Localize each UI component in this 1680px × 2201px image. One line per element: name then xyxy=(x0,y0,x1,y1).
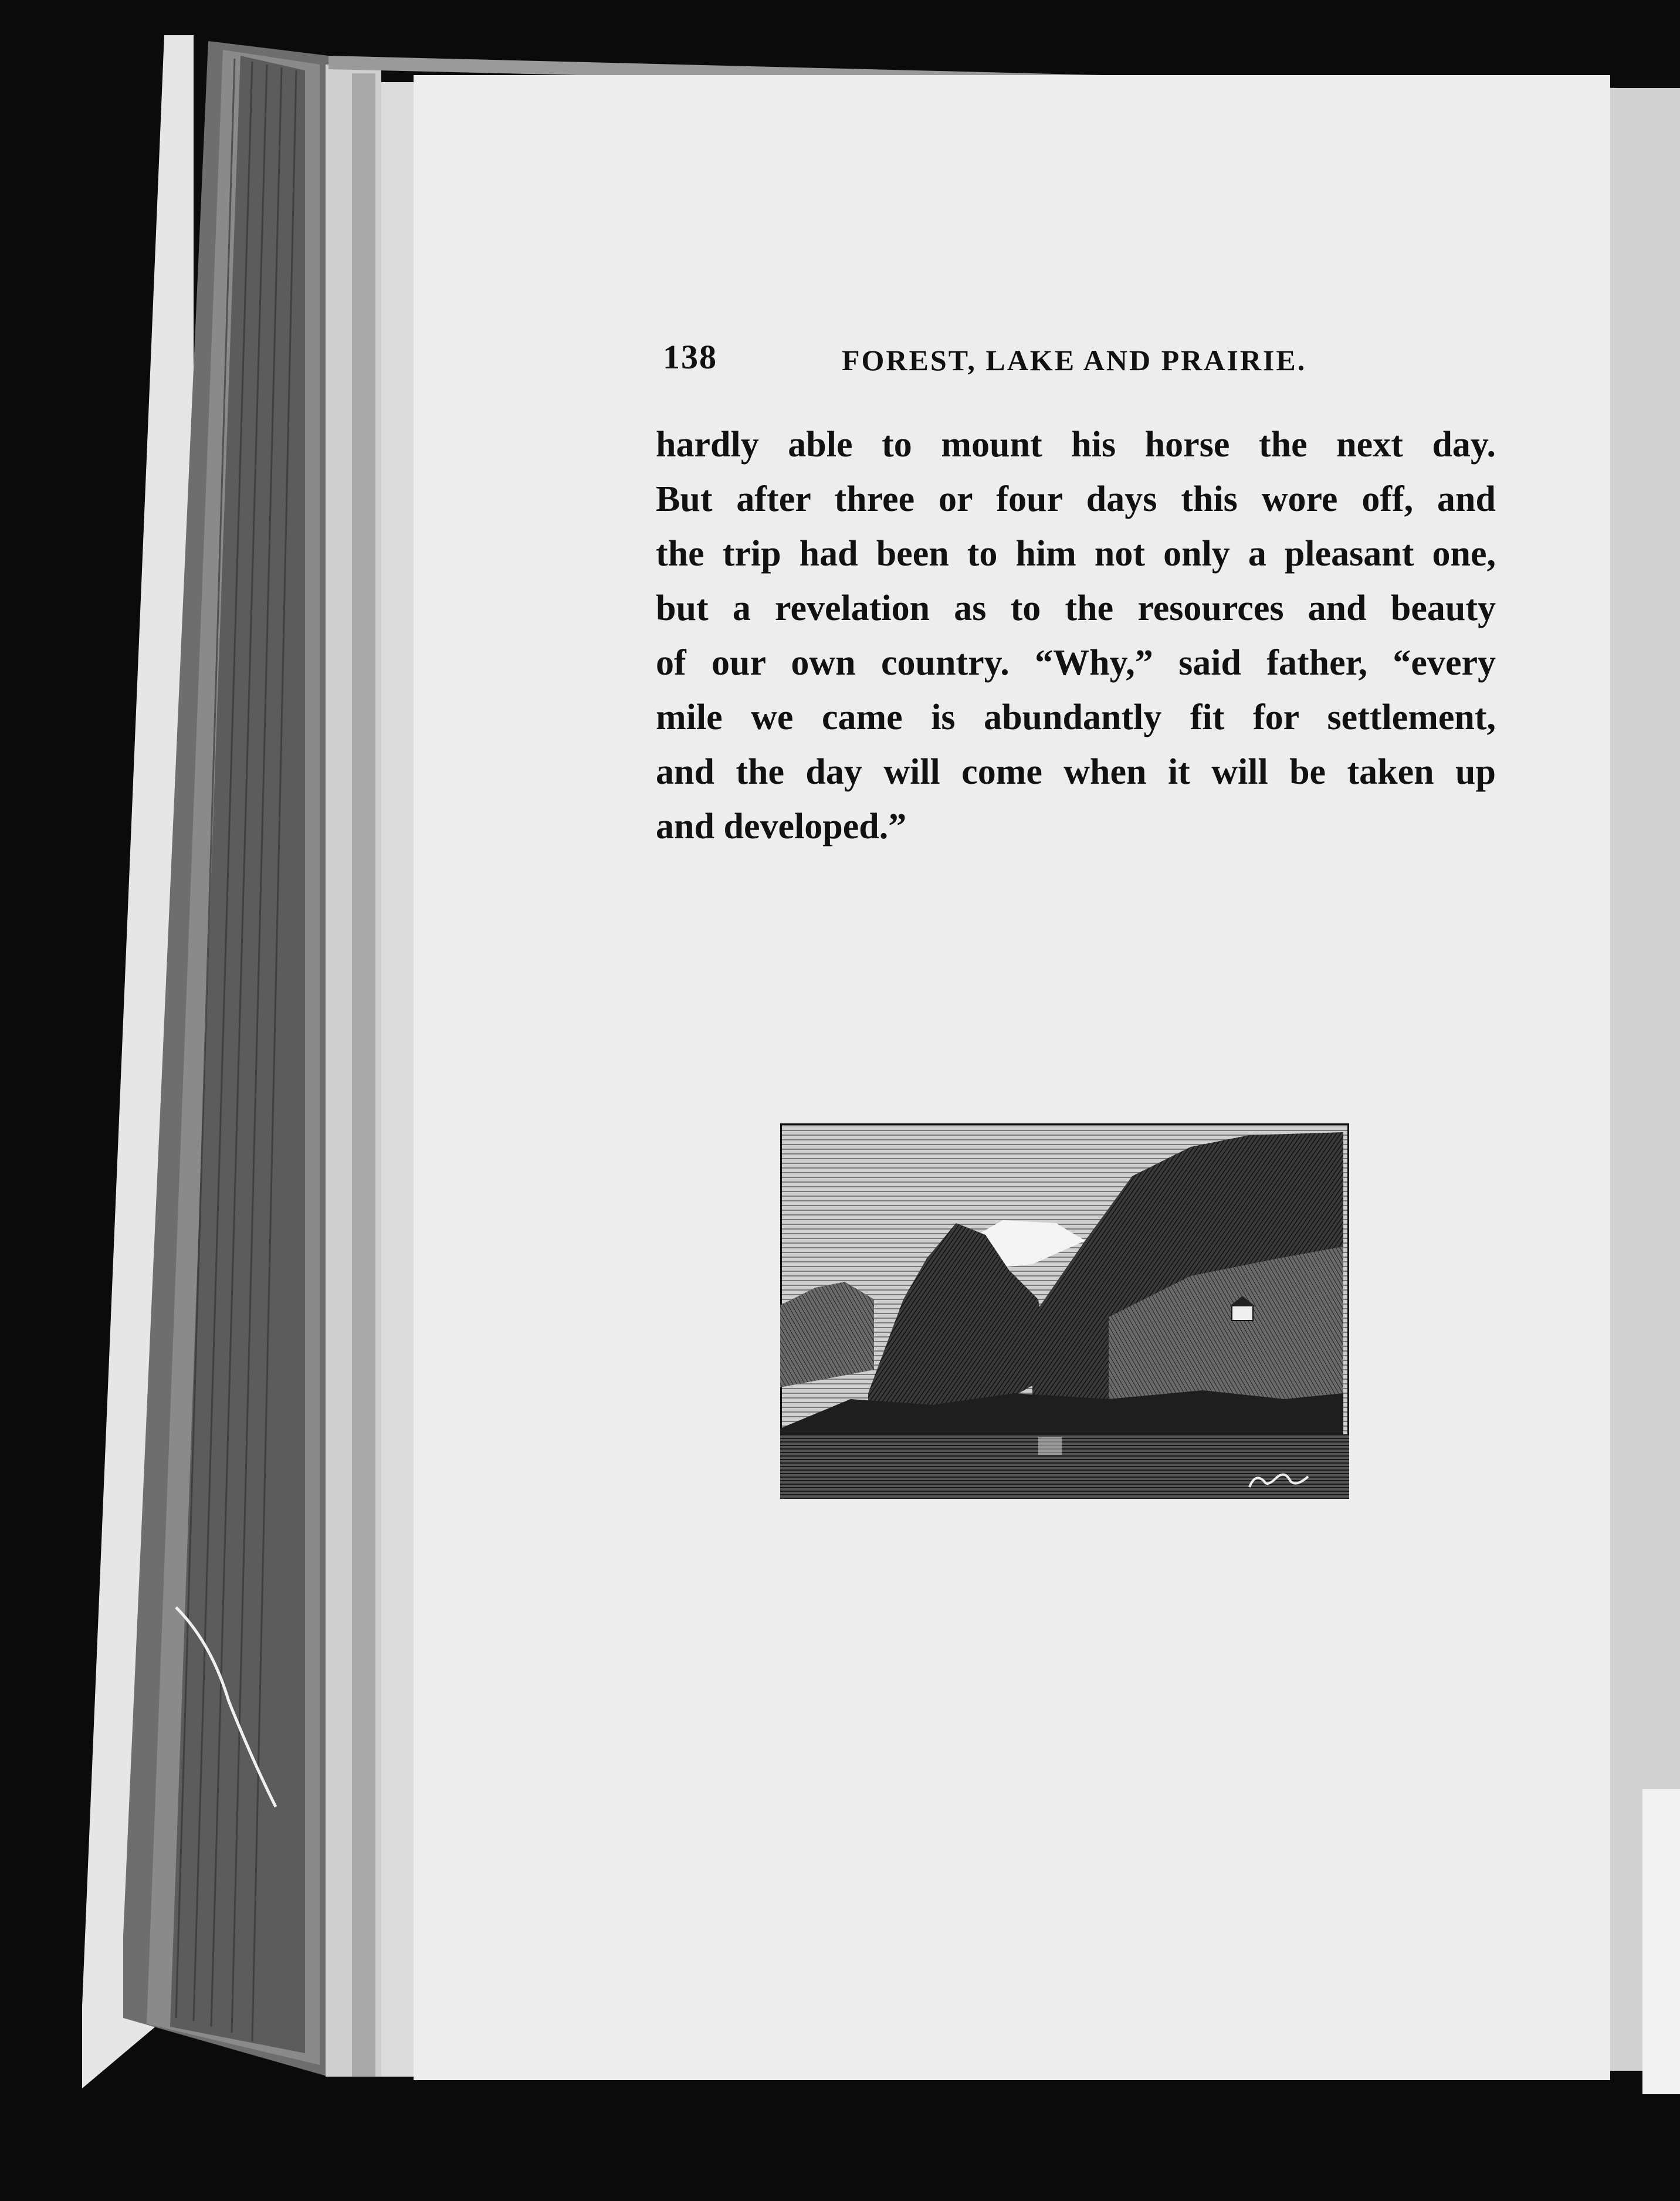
text-line: of our own country. “Why,” said father, “every xyxy=(656,643,1496,683)
text-line: and developed.” xyxy=(656,807,907,846)
text-line: mile we came is abundantly fit for settlement, xyxy=(656,697,1496,737)
text-line: hardly able to mount his horse the next day. xyxy=(656,425,1496,465)
text-line: But after three or four days this wore off, and xyxy=(656,479,1496,519)
page-number: 138 xyxy=(663,338,717,376)
text-line: and the day will come when it will be taken up xyxy=(656,752,1496,792)
text-line: but a revelation as to the resources and beauty xyxy=(656,588,1496,628)
page-header xyxy=(663,337,1332,387)
body-text xyxy=(656,418,1496,854)
mountain-lake-engraving xyxy=(780,1123,1349,1499)
running-title: FOREST, LAKE AND PRAIRIE. xyxy=(842,344,1307,377)
text-line: the trip had been to him not only a pleasant one, xyxy=(656,534,1496,574)
